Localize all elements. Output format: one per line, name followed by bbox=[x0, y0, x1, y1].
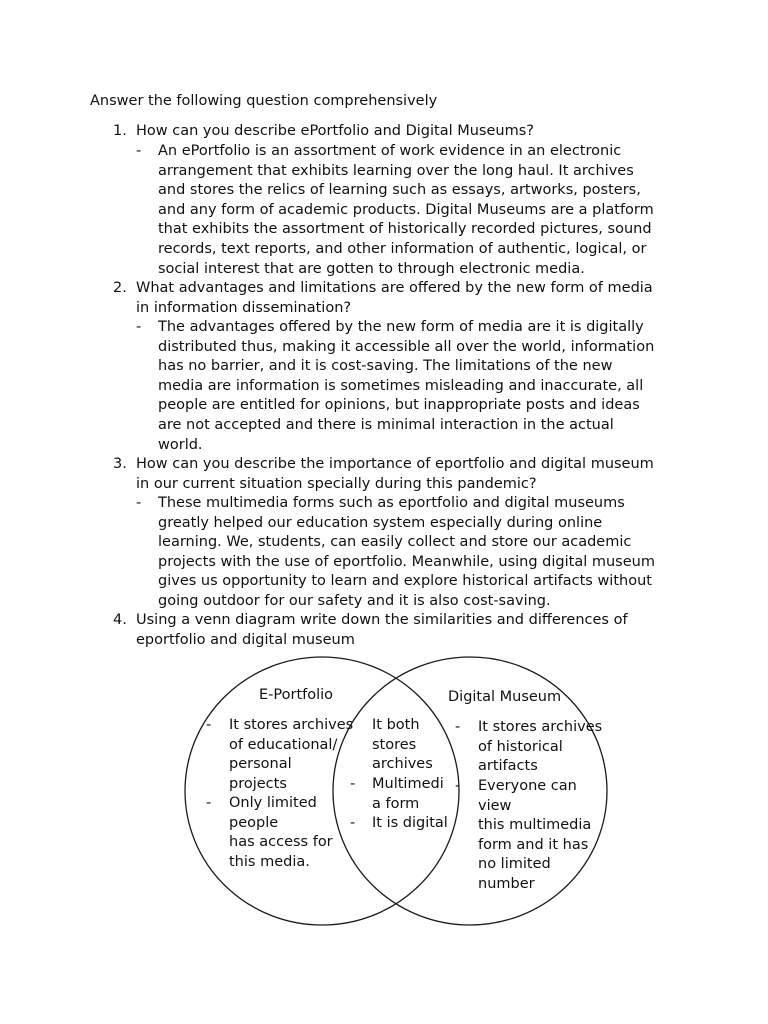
answer-bullet: - bbox=[136, 143, 142, 159]
venn-left-item: Only limited people has access for this media. bbox=[229, 795, 333, 870]
answer-text: These multimedia forms such as eportfolio and digital museums greatly helped our education system especially during online learning. We, students, can easily collect and store our academic projects with the use of eportfolio. Meanwhile, using digital museum gives us opportunity to learn and explore historical artifacts without going outdoor for our safety and it is also cost-saving. bbox=[158, 495, 655, 609]
venn-right-item: Everyone can view this multimedia form and it has no limited number bbox=[478, 778, 592, 892]
question-number: 3. bbox=[113, 456, 127, 472]
answer-bullet: - bbox=[136, 319, 142, 335]
venn-left-item: It stores archives of educational/ personal projects bbox=[229, 717, 354, 792]
answer-text: The advantages offered by the new form of media are it is digitally distributed thus, making it accessible all over the world, information has no barrier, and it is cost-saving. The limitations of the new media are information is sometimes misleading and inaccurate, all people are entitled for opinions, but inappropriate posts and ideas are not accepted and there is minimal interaction in the actual world. bbox=[158, 319, 655, 453]
question-text: How can you describe ePortfolio and Digital Museums? bbox=[136, 123, 534, 139]
question-text: How can you describe the importance of eportfolio and digital museum in our current situation specially during this pandemic? bbox=[136, 456, 654, 492]
question-text: Using a venn diagram write down the similarities and differences of eportfolio and digital museum bbox=[136, 612, 628, 648]
venn-right-title: Digital Museum bbox=[448, 689, 562, 705]
answer-text: An ePortfolio is an assortment of work evidence in an electronic arrangement that exhibits learning over the long haul. It archives and stores the relics of learning such as essays, artworks, posters, and any form of academic products. Digital Museums are a platform that exhibits the assortment of historically recorded pictures, sound records, text reports, and other information of authentic, logical, or social interest that are gotten to through electronic media. bbox=[158, 143, 654, 277]
venn-middle-item: It is digital bbox=[372, 815, 448, 831]
venn-bullet: - bbox=[206, 795, 212, 811]
venn-middle-item: Multimedi a form bbox=[372, 776, 444, 812]
answer-bullet: - bbox=[136, 495, 142, 511]
question-number: 1. bbox=[113, 123, 127, 139]
venn-bullet: - bbox=[350, 815, 356, 831]
venn-bullet: - bbox=[350, 776, 356, 792]
venn-middle-intro: It both stores archives bbox=[372, 717, 433, 773]
venn-bullet: - bbox=[455, 719, 461, 735]
instructions-heading: Answer the following question comprehensively bbox=[90, 93, 438, 109]
question-text: What advantages and limitations are offered by the new form of media in information dissemination? bbox=[136, 280, 653, 316]
venn-bullet: - bbox=[206, 717, 212, 733]
venn-right-item: It stores archives of historical artifacts bbox=[478, 719, 603, 775]
venn-left-title: E-Portfolio bbox=[259, 687, 334, 703]
question-number: 2. bbox=[113, 280, 127, 296]
question-number: 4. bbox=[113, 612, 127, 628]
venn-bullet: - bbox=[455, 778, 461, 794]
